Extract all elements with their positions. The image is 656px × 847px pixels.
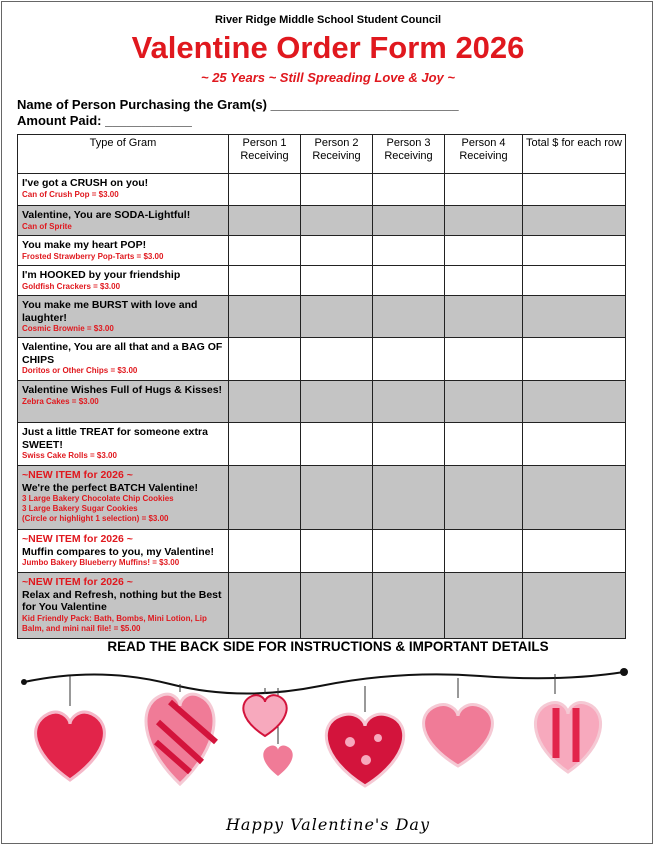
gram-title: Muffin compares to you, my Valentine! [22, 545, 214, 558]
row-total-cell[interactable] [523, 573, 626, 639]
person-3-cell[interactable] [373, 530, 445, 573]
read-back-notice: READ THE BACK SIDE FOR INSTRUCTIONS & IMPORTANT DETAILS [107, 639, 549, 654]
gram-description [18, 206, 229, 236]
gram-description [18, 573, 229, 639]
row-total-cell[interactable] [523, 236, 626, 266]
heart-icon [263, 745, 292, 776]
gram-description [18, 296, 229, 338]
purchaser-name-label: Name of Person Purchasing the Gram(s) [17, 97, 267, 112]
row-total-cell[interactable] [523, 423, 626, 466]
header-person-3: Person 3 Receiving [373, 135, 445, 174]
person-3-cell[interactable] [373, 236, 445, 266]
happy-valentines-text: Happy Valentine's Day [225, 815, 431, 834]
header-person-2: Person 2 Receiving [301, 135, 373, 174]
person-2-cell[interactable] [301, 530, 373, 573]
gram-title: You make me BURST with love and laughter! [22, 299, 198, 324]
new-item-label: ~NEW ITEM for 2026 ~ [22, 533, 133, 545]
purchaser-name-blank[interactable]: __________________________ [270, 97, 459, 112]
order-table-header [18, 135, 626, 174]
person-1-cell[interactable] [229, 236, 301, 266]
person-2-cell[interactable] [301, 266, 373, 296]
gram-row [18, 573, 626, 639]
header-person-1: Person 1 Receiving [229, 135, 301, 174]
gram-row [18, 174, 626, 206]
person-2-cell[interactable] [301, 573, 373, 639]
gram-row [18, 296, 626, 338]
gram-row [18, 381, 626, 423]
gram-description [18, 381, 229, 423]
person-2-cell[interactable] [301, 423, 373, 466]
person-4-cell[interactable] [445, 296, 523, 338]
person-4-cell[interactable] [445, 174, 523, 206]
gram-description [18, 423, 229, 466]
gram-detail: Frosted Strawberry Pop-Tarts = $3.00 [22, 251, 164, 261]
gram-detail: 3 Large Bakery Chocolate Chip Cookies 3 Large Bakery Sugar Cookies (Circle or highlight 1 selection) = $3.00 [22, 494, 174, 523]
person-4-cell[interactable] [445, 423, 523, 466]
heart-icon [535, 703, 600, 772]
row-total-cell[interactable] [523, 338, 626, 381]
person-1-cell[interactable] [229, 174, 301, 206]
person-3-cell[interactable] [373, 206, 445, 236]
new-item-label: ~NEW ITEM for 2026 ~ [22, 576, 133, 588]
gram-row [18, 423, 626, 466]
gram-detail: Kid Friendly Pack: Bath, Bombs, Mini Lotion, Lip Balm, and mini nail file! = $5.00 [22, 613, 207, 633]
person-4-cell[interactable] [445, 530, 523, 573]
gram-row [18, 338, 626, 381]
person-2-cell[interactable] [301, 236, 373, 266]
purchaser-name-field[interactable] [17, 97, 459, 112]
page-subtitle: ~ 25 Years ~ Still Spreading Love & Joy ~ [201, 70, 455, 85]
person-1-cell[interactable] [229, 423, 301, 466]
gram-detail: Swiss Cake Rolls = $3.00 [22, 451, 117, 460]
row-total-cell[interactable] [523, 174, 626, 206]
gram-title: Relax and Refresh, nothing but the Best for You Valentine [22, 588, 222, 613]
gram-title: Valentine, You are all that and a BAG OF CHIPS [22, 341, 223, 366]
person-2-cell[interactable] [301, 174, 373, 206]
person-3-cell[interactable] [373, 466, 445, 530]
order-table [17, 134, 626, 639]
gram-row [18, 206, 626, 236]
gram-title: We're the perfect BATCH Valentine! [22, 481, 198, 494]
gram-detail: Goldfish Crackers = $3.00 [22, 281, 121, 291]
person-3-cell[interactable] [373, 381, 445, 423]
person-2-cell[interactable] [301, 466, 373, 530]
person-1-cell[interactable] [229, 296, 301, 338]
person-4-cell[interactable] [445, 381, 523, 423]
gram-description [18, 174, 229, 206]
person-1-cell[interactable] [229, 381, 301, 423]
person-2-cell[interactable] [301, 206, 373, 236]
person-3-cell[interactable] [373, 174, 445, 206]
hanging-hearts-illustration [20, 662, 636, 792]
gram-row [18, 530, 626, 573]
person-1-cell[interactable] [229, 466, 301, 530]
gram-title: I've got a CRUSH on you! [22, 177, 149, 189]
gram-title: Just a little TREAT for someone extra SWEET! [22, 426, 208, 451]
heart-icon [424, 705, 493, 766]
header-row-total: Total $ for each row [523, 135, 626, 174]
heart-icon [326, 714, 403, 786]
amount-paid-label: Amount Paid: [17, 113, 102, 128]
gram-detail: Doritos or Other Chips = $3.00 [22, 366, 138, 375]
person-2-cell[interactable] [301, 338, 373, 381]
header-type-of-gram: Type of Gram [18, 135, 229, 174]
row-total-cell[interactable] [523, 381, 626, 423]
gram-title: Valentine, You are SODA-Lightful! [22, 209, 191, 221]
gram-description [18, 530, 229, 573]
gram-row [18, 236, 626, 266]
gram-title: You make my heart POP! [22, 239, 147, 251]
gram-detail: Zebra Cakes = $3.00 [22, 396, 99, 406]
person-4-cell[interactable] [445, 573, 523, 639]
person-1-cell[interactable] [229, 530, 301, 573]
person-3-cell[interactable] [373, 338, 445, 381]
person-4-cell[interactable] [445, 206, 523, 236]
person-4-cell[interactable] [445, 236, 523, 266]
page-title: Valentine Order Form 2026 [131, 30, 525, 65]
row-total-cell[interactable] [523, 530, 626, 573]
person-1-cell[interactable] [229, 573, 301, 639]
person-1-cell[interactable] [229, 266, 301, 296]
amount-paid-field[interactable] [17, 113, 192, 128]
gram-description [18, 236, 229, 266]
gram-title: I'm HOOKED by your friendship [22, 269, 181, 281]
gram-detail: Can of Sprite [22, 221, 72, 231]
row-total-cell[interactable] [523, 206, 626, 236]
row-total-cell[interactable] [523, 466, 626, 530]
person-4-cell[interactable] [445, 338, 523, 381]
person-3-cell[interactable] [373, 423, 445, 466]
person-4-cell[interactable] [445, 266, 523, 296]
person-3-cell[interactable] [373, 266, 445, 296]
person-3-cell[interactable] [373, 573, 445, 639]
person-3-cell[interactable] [373, 296, 445, 338]
row-total-cell[interactable] [523, 266, 626, 296]
person-1-cell[interactable] [229, 206, 301, 236]
gram-detail: Cosmic Brownie = $3.00 [22, 324, 114, 333]
heart-icon [243, 695, 286, 736]
school-name: River Ridge Middle School Student Council [214, 14, 442, 26]
amount-paid-blank[interactable]: ____________ [105, 113, 192, 128]
gram-title: Valentine Wishes Full of Hugs & Kisses! [22, 384, 223, 396]
row-total-cell[interactable] [523, 296, 626, 338]
person-2-cell[interactable] [301, 296, 373, 338]
gram-detail: Jumbo Bakery Blueberry Muffins! = $3.00 [22, 558, 180, 567]
gram-row [18, 266, 626, 296]
heart-icon [36, 712, 105, 780]
person-1-cell[interactable] [229, 338, 301, 381]
gram-description [18, 266, 229, 296]
gram-description [18, 338, 229, 381]
gram-detail: Can of Crush Pop = $3.00 [22, 189, 119, 199]
person-4-cell[interactable] [445, 466, 523, 530]
new-item-label: ~NEW ITEM for 2026 ~ [22, 469, 133, 481]
gram-description [18, 466, 229, 530]
person-2-cell[interactable] [301, 381, 373, 423]
gram-row [18, 466, 626, 530]
header-person-4: Person 4 Receiving [445, 135, 523, 174]
